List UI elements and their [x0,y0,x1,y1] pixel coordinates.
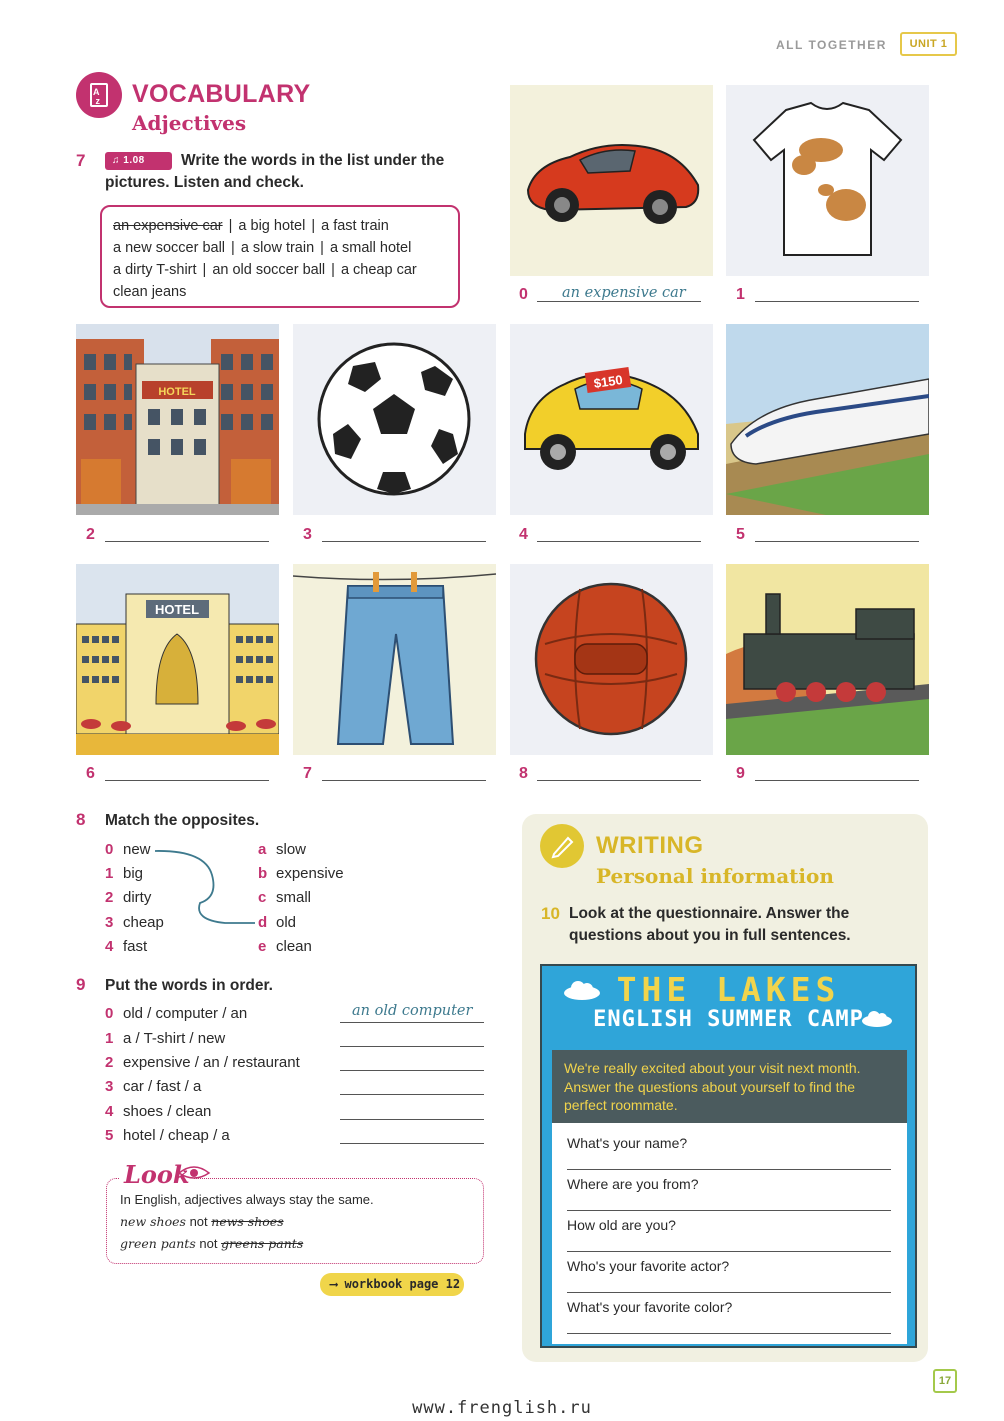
word-list-row: an expensive car | a big hotel | a fast train [113,218,389,234]
answer-line-6[interactable] [105,763,269,781]
picture-7-number: 7 [303,765,312,782]
picture-old-soccer-ball [510,564,713,755]
question-age: How old are you? [567,1217,676,1233]
word-item: an old soccer ball [212,262,326,278]
look-rule: In English, adjectives always stay the same. [120,1192,374,1207]
word-item: a new soccer ball [113,240,226,256]
match-right-item[interactable]: a slow [258,841,307,858]
picture-4-number: 4 [519,526,528,543]
picture-fast-train [726,324,929,515]
picture-clean-jeans [293,564,496,755]
picture-2-number: 2 [86,526,95,543]
answer-line-7[interactable] [322,763,486,781]
exercise-8-number: 8 [76,810,86,829]
picture-small-hotel [76,324,279,515]
word-item: a slow train [240,240,315,256]
match-left-item[interactable]: 3 cheap [105,914,164,931]
exercise-10-instruction: Look at the questionnaire. Answer the questions about you in full sentences. [569,905,851,944]
order-item: 2 expensive / an / restaurant [105,1054,300,1071]
answer-field-actor[interactable] [567,1292,891,1293]
questionnaire-intro: We're really excited about your visit next month. Answer the questions about yourself to find the perfect roommate. [552,1050,907,1123]
picture-new-soccer-ball [293,324,496,515]
picture-dirty-tshirt [726,85,929,276]
small-hotel-sign: HOTEL [158,386,196,398]
picture-9-number: 9 [736,765,745,782]
match-right-item[interactable]: e clean [258,938,312,955]
order-answer-0: an old computer [352,1003,473,1019]
unit-badge: UNIT 1 [900,32,957,56]
answer-field-age[interactable] [567,1251,891,1252]
picture-6-number: 6 [86,765,95,782]
car-price-tag: $150 [592,372,624,391]
answer-line-2[interactable] [105,524,269,542]
order-item: 3 car / fast / a [105,1078,202,1095]
arrow-right-icon: ⟶ [330,1277,338,1291]
vocabulary-subtitle: Adjectives [132,111,247,135]
picture-big-hotel [76,564,279,755]
writing-subtitle: Personal information [596,864,834,888]
workbook-link[interactable] [320,1273,464,1296]
exercise-7-instruction-2: pictures. Listen and check. [105,174,304,191]
look-example-1: new shoes not news shoes [120,1214,284,1229]
audio-track-button[interactable] [105,152,172,170]
order-answer-line-2[interactable] [340,1070,484,1071]
order-answer-line-3[interactable] [340,1094,484,1095]
picture-slow-train [726,564,929,755]
answer-line-1[interactable] [755,284,919,302]
question-actor: Who's your favorite actor? [567,1258,730,1274]
word-item: an expensive car [113,218,223,234]
match-left-item[interactable]: 2 dirty [105,889,152,906]
match-right-item[interactable]: c small [258,889,312,906]
picture-3-number: 3 [303,526,312,543]
answer-line-8[interactable] [537,763,701,781]
word-list-row: a new soccer ball | a slow train | a small hotel [113,240,412,256]
order-answer-line-5[interactable] [340,1143,484,1144]
answer-line-5[interactable] [755,524,919,542]
match-right-item[interactable]: b expensive [258,865,344,882]
word-item: a dirty T-shirt [113,262,197,278]
picture-cheap-car [510,324,713,515]
exercise-10-number: 10 [541,904,560,923]
answer-field-color[interactable] [567,1333,891,1334]
look-title: Look [120,1160,194,1189]
picture-8-number: 8 [519,765,528,782]
pencil-icon [540,824,584,868]
question-from: Where are you from? [567,1176,699,1192]
word-list-row [113,281,447,303]
section-label: ALL TOGETHER [776,38,887,52]
word-item: a fast train [321,218,389,234]
answer-field-name[interactable] [567,1169,891,1170]
match-left-item[interactable]: 4 fast [105,938,148,955]
answer-line-9[interactable] [755,763,919,781]
exercise-9-instruction: Put the words in order. [105,977,273,994]
match-right-item[interactable]: d old [258,914,297,931]
word-item: clean jeans [113,284,187,300]
questionnaire-title: THE LAKES [616,970,841,1009]
answer-line-3[interactable] [322,524,486,542]
exercise-7-number: 7 [76,151,86,170]
match-left-item[interactable]: 1 big [105,865,144,882]
exercise-7-instruction-1: Write the words in the list under the [181,152,445,169]
speaker-icon: ♫ [112,155,120,166]
order-item: 5 hotel / cheap / a [105,1127,230,1144]
eye-icon [176,1159,212,1183]
match-left-item[interactable]: 0 new [105,841,151,858]
audio-track-number: 1.08 [123,155,145,166]
picture-1-number: 1 [736,286,745,303]
order-item: 0 old / computer / an [105,1005,248,1022]
exercise-8-instruction: Match the opposites. [105,812,260,829]
picture-0-answer: an expensive car [562,285,686,301]
match-example-connector [150,845,260,930]
page-number: 17 [933,1369,957,1393]
order-answer-line-1[interactable] [340,1046,484,1047]
order-item: 1 a / T-shirt / new [105,1030,226,1047]
answer-field-from[interactable] [567,1210,891,1211]
answer-line-4[interactable] [537,524,701,542]
word-list-row: a dirty T-shirt | an old soccer ball | a cheap car [113,262,417,278]
picture-5-number: 5 [736,526,745,543]
questionnaire-subtitle: ENGLISH SUMMER CAMP [593,1007,864,1032]
question-color: What's your favorite color? [567,1299,733,1315]
workbook-link-label: workbook page 12 [344,1277,461,1291]
word-item: a big hotel [238,218,306,234]
exercise-9-number: 9 [76,975,86,994]
picture-0-number: 0 [519,286,528,303]
word-list-box [100,205,460,308]
look-example-2: green pants not greens pants [120,1236,304,1251]
order-item: 4 shoes / clean [105,1103,212,1120]
vocabulary-title: VOCABULARY [132,80,311,108]
big-hotel-sign: HOTEL [154,602,200,617]
picture-expensive-car [510,85,713,276]
question-name: What's your name? [567,1135,688,1151]
word-item: a small hotel [329,240,412,256]
dictionary-icon: A z [76,72,122,118]
order-answer-line-4[interactable] [340,1119,484,1120]
word-item: a cheap car [340,262,417,278]
order-answer-line-0[interactable] [340,1022,484,1023]
writing-title: WRITING [596,832,704,859]
footer-url: www.frenglish.ru [412,1398,592,1418]
